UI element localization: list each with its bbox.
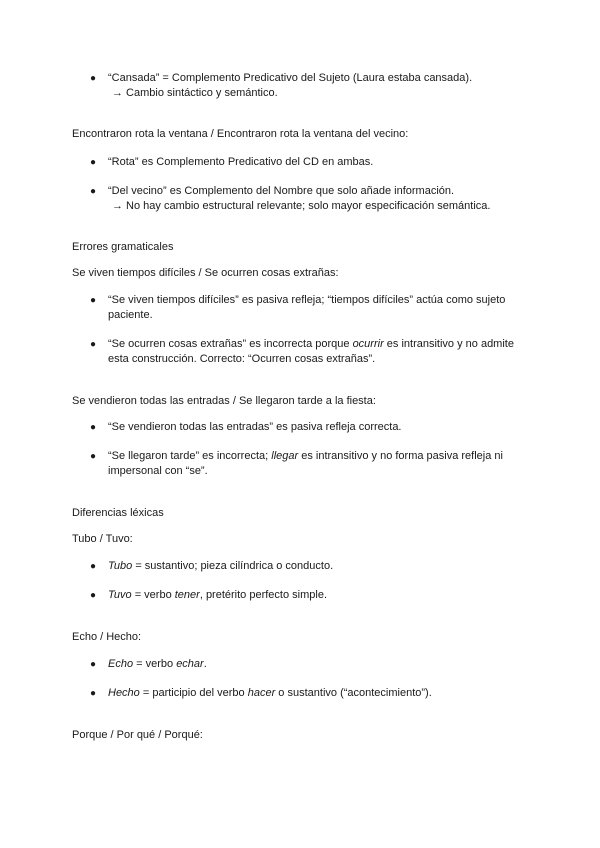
item-text — [108, 337, 530, 352]
item-subtext: → Cambio sintáctico y semántico. — [112, 87, 278, 99]
list-item-echo — [90, 657, 530, 672]
item-text: “Se vendieron todas las entradas” es pasiva refleja correcta. — [108, 421, 402, 433]
bullet-icon: ● — [90, 339, 97, 350]
item-text-pre: “Se ocurren cosas extrañas” es incorrecta porque — [108, 338, 353, 350]
list-item-tubo — [90, 559, 530, 574]
item-verb: ocurrir — [352, 338, 384, 350]
section-heading-viven: Se viven tiempos difíciles / Se ocurren cosas extrañas: — [72, 267, 339, 279]
list-item-viven — [90, 293, 530, 323]
item-text — [108, 588, 530, 603]
section-title-lexicas: Diferencias léxicas — [72, 507, 164, 519]
item-text: “Se viven tiempos difíciles” es pasiva refleja; “tiempos difíciles” actúa como sujeto — [108, 294, 506, 306]
item-verb: tener — [174, 589, 200, 601]
item-text-post: es intransitivo y no forma pasiva refleja ni — [298, 450, 503, 462]
item-term: Tubo — [108, 560, 133, 572]
item-definition-pre: = verbo — [131, 589, 175, 601]
section-heading-echo: Echo / Hecho: — [72, 631, 142, 643]
item-text — [108, 449, 530, 464]
list-item-llegaron — [90, 449, 530, 479]
bullet-icon: ● — [90, 659, 97, 670]
item-definition-pre: = participio del verbo — [139, 687, 248, 699]
bullet-icon: ● — [90, 295, 97, 306]
item-text: “Cansada” = Complemento Predicativo del Sujeto (Laura estaba cansada). — [108, 72, 473, 84]
item-definition: = sustantivo; pieza cilíndrica o conducto. — [132, 560, 334, 572]
list-item-rota — [90, 155, 530, 170]
item-definition-post: . — [203, 658, 207, 670]
bullet-icon: ● — [90, 422, 97, 433]
list-item-hecho — [90, 686, 530, 701]
item-definition-pre: = verbo — [133, 658, 177, 670]
item-term: Tuvo — [108, 589, 132, 601]
item-text-pre: “Se llegaron tarde” es incorrecta; — [108, 450, 272, 462]
item-text-post: es intransitivo y no admite — [383, 338, 514, 350]
bullet-icon: ● — [90, 186, 97, 197]
item-definition-post: o sustantivo (“acontecimiento”). — [275, 687, 432, 699]
bullet-icon: ● — [90, 73, 97, 84]
item-text — [108, 657, 530, 672]
item-subtext: → No hay cambio estructural relevante; solo mayor especificación semántica. — [112, 200, 491, 212]
bullet-icon: ● — [90, 590, 97, 601]
item-text-line2: impersonal con “se”. — [108, 465, 208, 477]
list-item-vendieron — [90, 420, 530, 435]
item-text: “Rota” es Complemento Predicativo del CD en ambas. — [108, 156, 374, 168]
item-term: Echo — [108, 658, 134, 670]
list-item-cansada — [90, 71, 530, 101]
section-heading-ventana: Encontraron rota la ventana / Encontraron rota la ventana del vecino: — [72, 128, 409, 140]
item-text — [108, 559, 530, 574]
section-heading-porque: Porque / Por qué / Porqué: — [72, 729, 203, 741]
item-verb: hacer — [247, 687, 276, 699]
item-text-line2: esta construcción. Correcto: “Ocurren cosas extrañas”. — [108, 353, 376, 365]
section-heading-tubo: Tubo / Tuvo: — [72, 533, 133, 545]
bullet-icon: ● — [90, 451, 97, 462]
bullet-icon: ● — [90, 688, 97, 699]
bullet-icon: ● — [90, 561, 97, 572]
section-title-errores: Errores gramaticales — [72, 241, 174, 253]
list-item-vecino — [90, 184, 530, 214]
item-verb: echar — [176, 658, 204, 670]
item-definition-post: , pretérito perfecto simple. — [199, 589, 327, 601]
item-term: Hecho — [108, 687, 140, 699]
list-item-tuvo — [90, 588, 530, 603]
item-text: “Del vecino” es Complemento del Nombre que solo añade información. — [108, 185, 455, 197]
list-item-ocurren — [90, 337, 530, 367]
item-verb: llegar — [271, 450, 299, 462]
item-text — [108, 686, 530, 701]
item-text-line2: paciente. — [108, 309, 153, 321]
section-heading-vendieron: Se vendieron todas las entradas / Se llegaron tarde a la fiesta: — [72, 395, 376, 407]
bullet-icon: ● — [90, 157, 97, 168]
